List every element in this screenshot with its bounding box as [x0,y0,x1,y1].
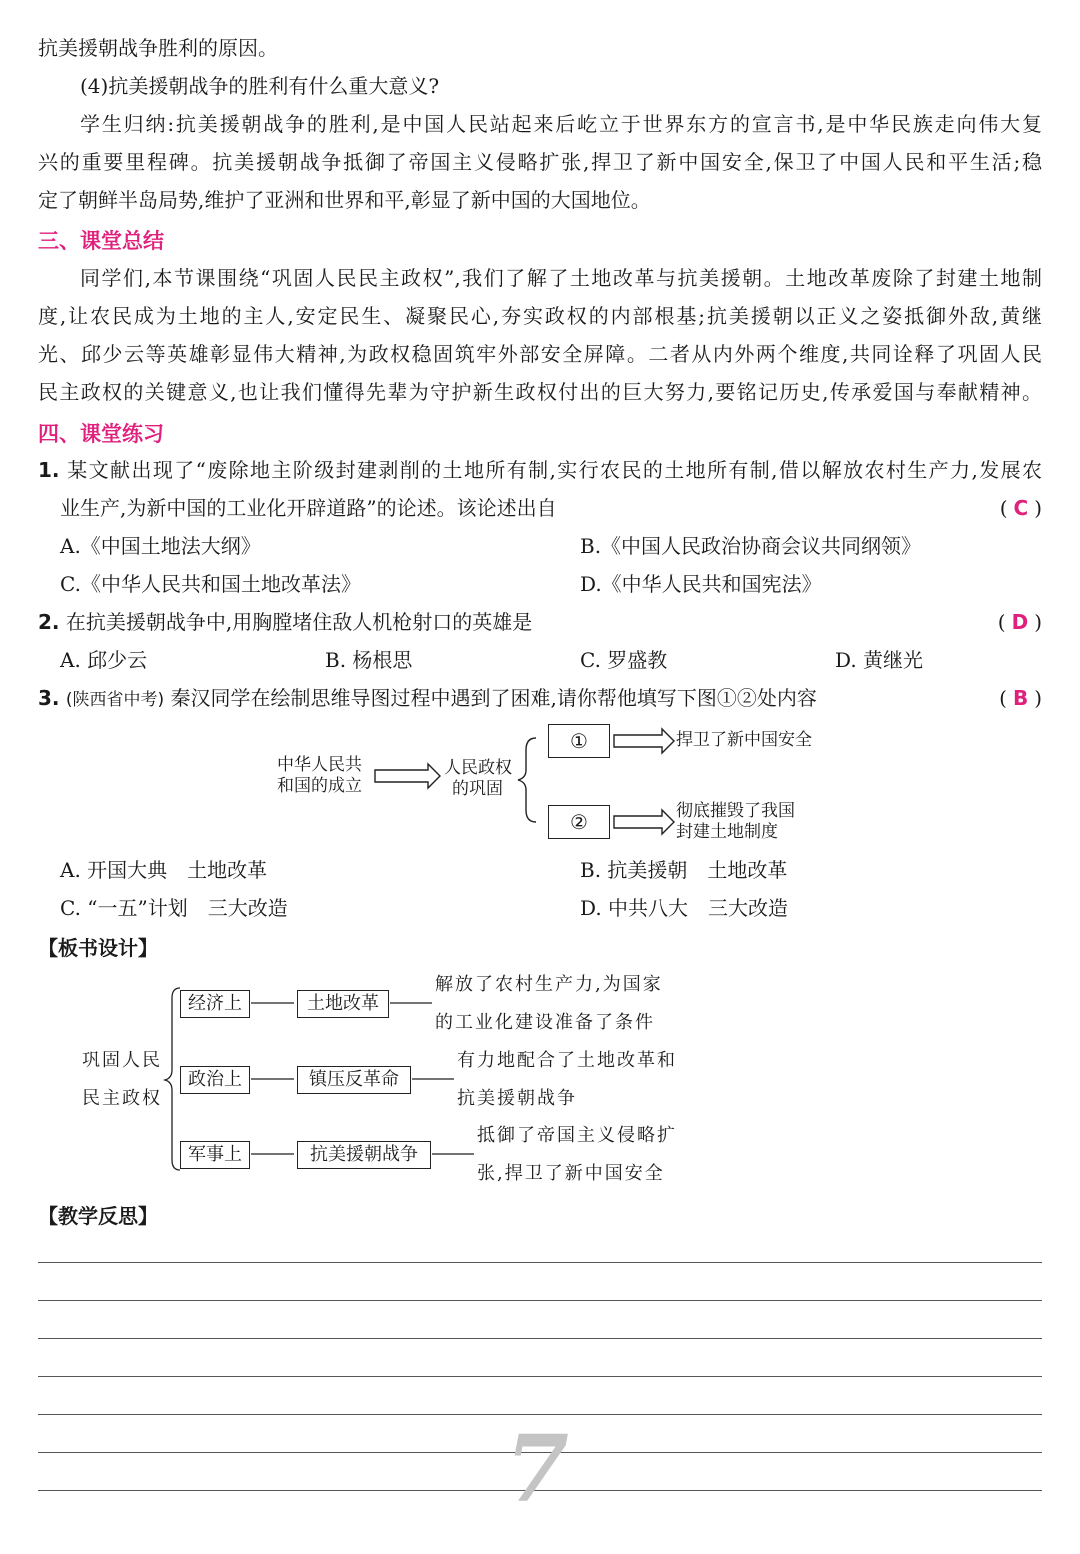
q1-answer: ( C ) [999,496,1042,520]
board-root-line-1: 巩固人民 [82,1050,162,1071]
summary-line-4: 民主政权的关键意义,也让我们懂得先辈为守护新生政权付出的巨大努力,要铭记历史,传承爱国与奉献精神。 [38,380,1042,404]
diagram-box-1: ① [548,724,610,758]
board-desc-3-line-2: 张,捍卫了新中国安全 [477,1163,665,1184]
q2-option-d: D. 黄继光 [835,648,924,672]
q1-text-1: 某文献出现了“废除地主阶级封建剥削的土地所有制,实行农民的土地所有制,借以解放农村生产力,发展农 [67,458,1042,482]
q2-option-a: A. 邱少云 [60,648,148,672]
board-item-korea-war: 抗美援朝战争 [297,1141,431,1169]
board-desc-1-line-1: 解放了农村生产力,为国家 [435,974,663,995]
board-item-suppression: 镇压反革命 [297,1066,411,1094]
board-desc-1-line-2: 的工业化建设准备了条件 [435,1012,655,1033]
section-heading-summary: 三、课堂总结 [38,229,164,253]
q2-number: 2. [38,610,60,634]
q2-option-b: B. 杨根思 [325,648,413,672]
diagram-out-2-line-1: 彻底摧毁了我国 [676,801,795,821]
board-root-line-2: 民主政权 [82,1088,162,1109]
q1-option-b: B.《中国人民政治协商会议共同纲领》 [580,534,922,558]
writing-line[interactable] [38,1262,1042,1263]
board-brace [165,988,180,1170]
q3-text: 秦汉同学在绘制思维导图过程中遇到了困难,请你帮他填写下图①②处内容 [170,686,817,710]
diagram-mid-line-2: 的巩固 [452,779,503,799]
section-heading-practice: 四、课堂练习 [38,422,164,446]
board-desc-2-line-2: 抗美援朝战争 [457,1088,577,1109]
page-number: 7 [505,1415,570,1523]
diagram-out-1: 捍卫了新中国安全 [676,730,812,750]
q2-answer: ( D ) [997,610,1042,634]
board-cat-military: 军事上 [180,1141,250,1169]
q2-option-c: C. 罗盛教 [580,648,668,672]
summary-line-1: 同学们,本节课围绕“巩固人民民主政权”,我们了解了土地改革与抗美援朝。土地改革废除了封建土地制 [80,266,1042,290]
summary-line-2: 度,让农民成为土地的主人,安定民生、凝聚民心,夯实政权的内部根基;抗美援朝以正义之姿抵御外敌,黄继 [38,304,1042,328]
summary-line-3: 光、邱少云等英雄彰显伟大精神,为政权稳固筑牢外部安全屏障。二者从内外两个维度,共同诠释了巩固人民 [38,342,1042,366]
q2-answer-letter: D [1011,610,1029,634]
board-cat-politics: 政治上 [180,1066,250,1094]
board-heading: 【板书设计】 [38,936,158,960]
board-desc-3-line-1: 抵御了帝国主义侵略扩 [477,1125,677,1146]
diagram-out-2-line-2: 封建土地制度 [676,822,778,842]
body-line-1: 抗美援朝战争胜利的原因。 [38,36,278,60]
board-item-land-reform: 土地改革 [297,990,389,1018]
writing-line[interactable] [38,1300,1042,1301]
diagram-left-line-1: 中华人民共 [277,755,362,775]
q1-number: 1. [38,458,60,482]
q3-source: (陕西省中考) [65,690,165,710]
q1-line-2: 业生产,为新中国的工业化开辟道路”的论述。该论述出自 [60,496,557,520]
reflection-heading: 【教学反思】 [38,1204,158,1228]
writing-line[interactable] [38,1338,1042,1339]
q2-text: 在抗美援朝战争中,用胸膛堵住敌人机枪射口的英雄是 [65,610,533,634]
writing-line[interactable] [38,1376,1042,1377]
q3-option-c: C. “一五”计划 三大改造 [60,896,288,920]
q1-option-d: D.《中华人民共和国宪法》 [580,572,822,596]
q3-answer-letter: B [1012,686,1029,710]
q3-option-a: A. 开国大典 土地改革 [60,858,268,882]
board-desc-2-line-1: 有力地配合了土地改革和 [457,1050,677,1071]
question-4: (4)抗美援朝战争的胜利有什么重大意义? [80,74,440,98]
diagram-box-2: ② [548,805,610,839]
body-line-5: 定了朝鲜半岛局势,维护了亚洲和世界和平,彰显了新中国的大国地位。 [38,188,651,212]
body-line-4: 兴的重要里程碑。抗美援朝战争抵御了帝国主义侵略扩张,捍卫了新中国安全,保卫了中国人民和平生活;稳 [38,150,1042,174]
q3-answer: ( B ) [999,686,1042,710]
diagram-left-line-2: 和国的成立 [277,776,362,796]
q1-option-a: A.《中国土地法大纲》 [60,534,261,558]
q1-answer-letter: C [1013,496,1029,520]
q3-option-b: B. 抗美援朝 土地改革 [580,858,788,882]
body-line-3: 学生归纳:抗美援朝战争的胜利,是中国人民站起来后屹立于世界东方的宣言书,是中华民族走向伟大复 [80,112,1042,136]
q1-option-c: C.《中华人民共和国土地改革法》 [60,572,361,596]
q3-number: 3. [38,686,60,710]
diagram-mid-line-1: 人民政权 [444,758,512,778]
q3-option-d: D. 中共八大 三大改造 [580,896,789,920]
board-cat-economy: 经济上 [180,990,250,1018]
